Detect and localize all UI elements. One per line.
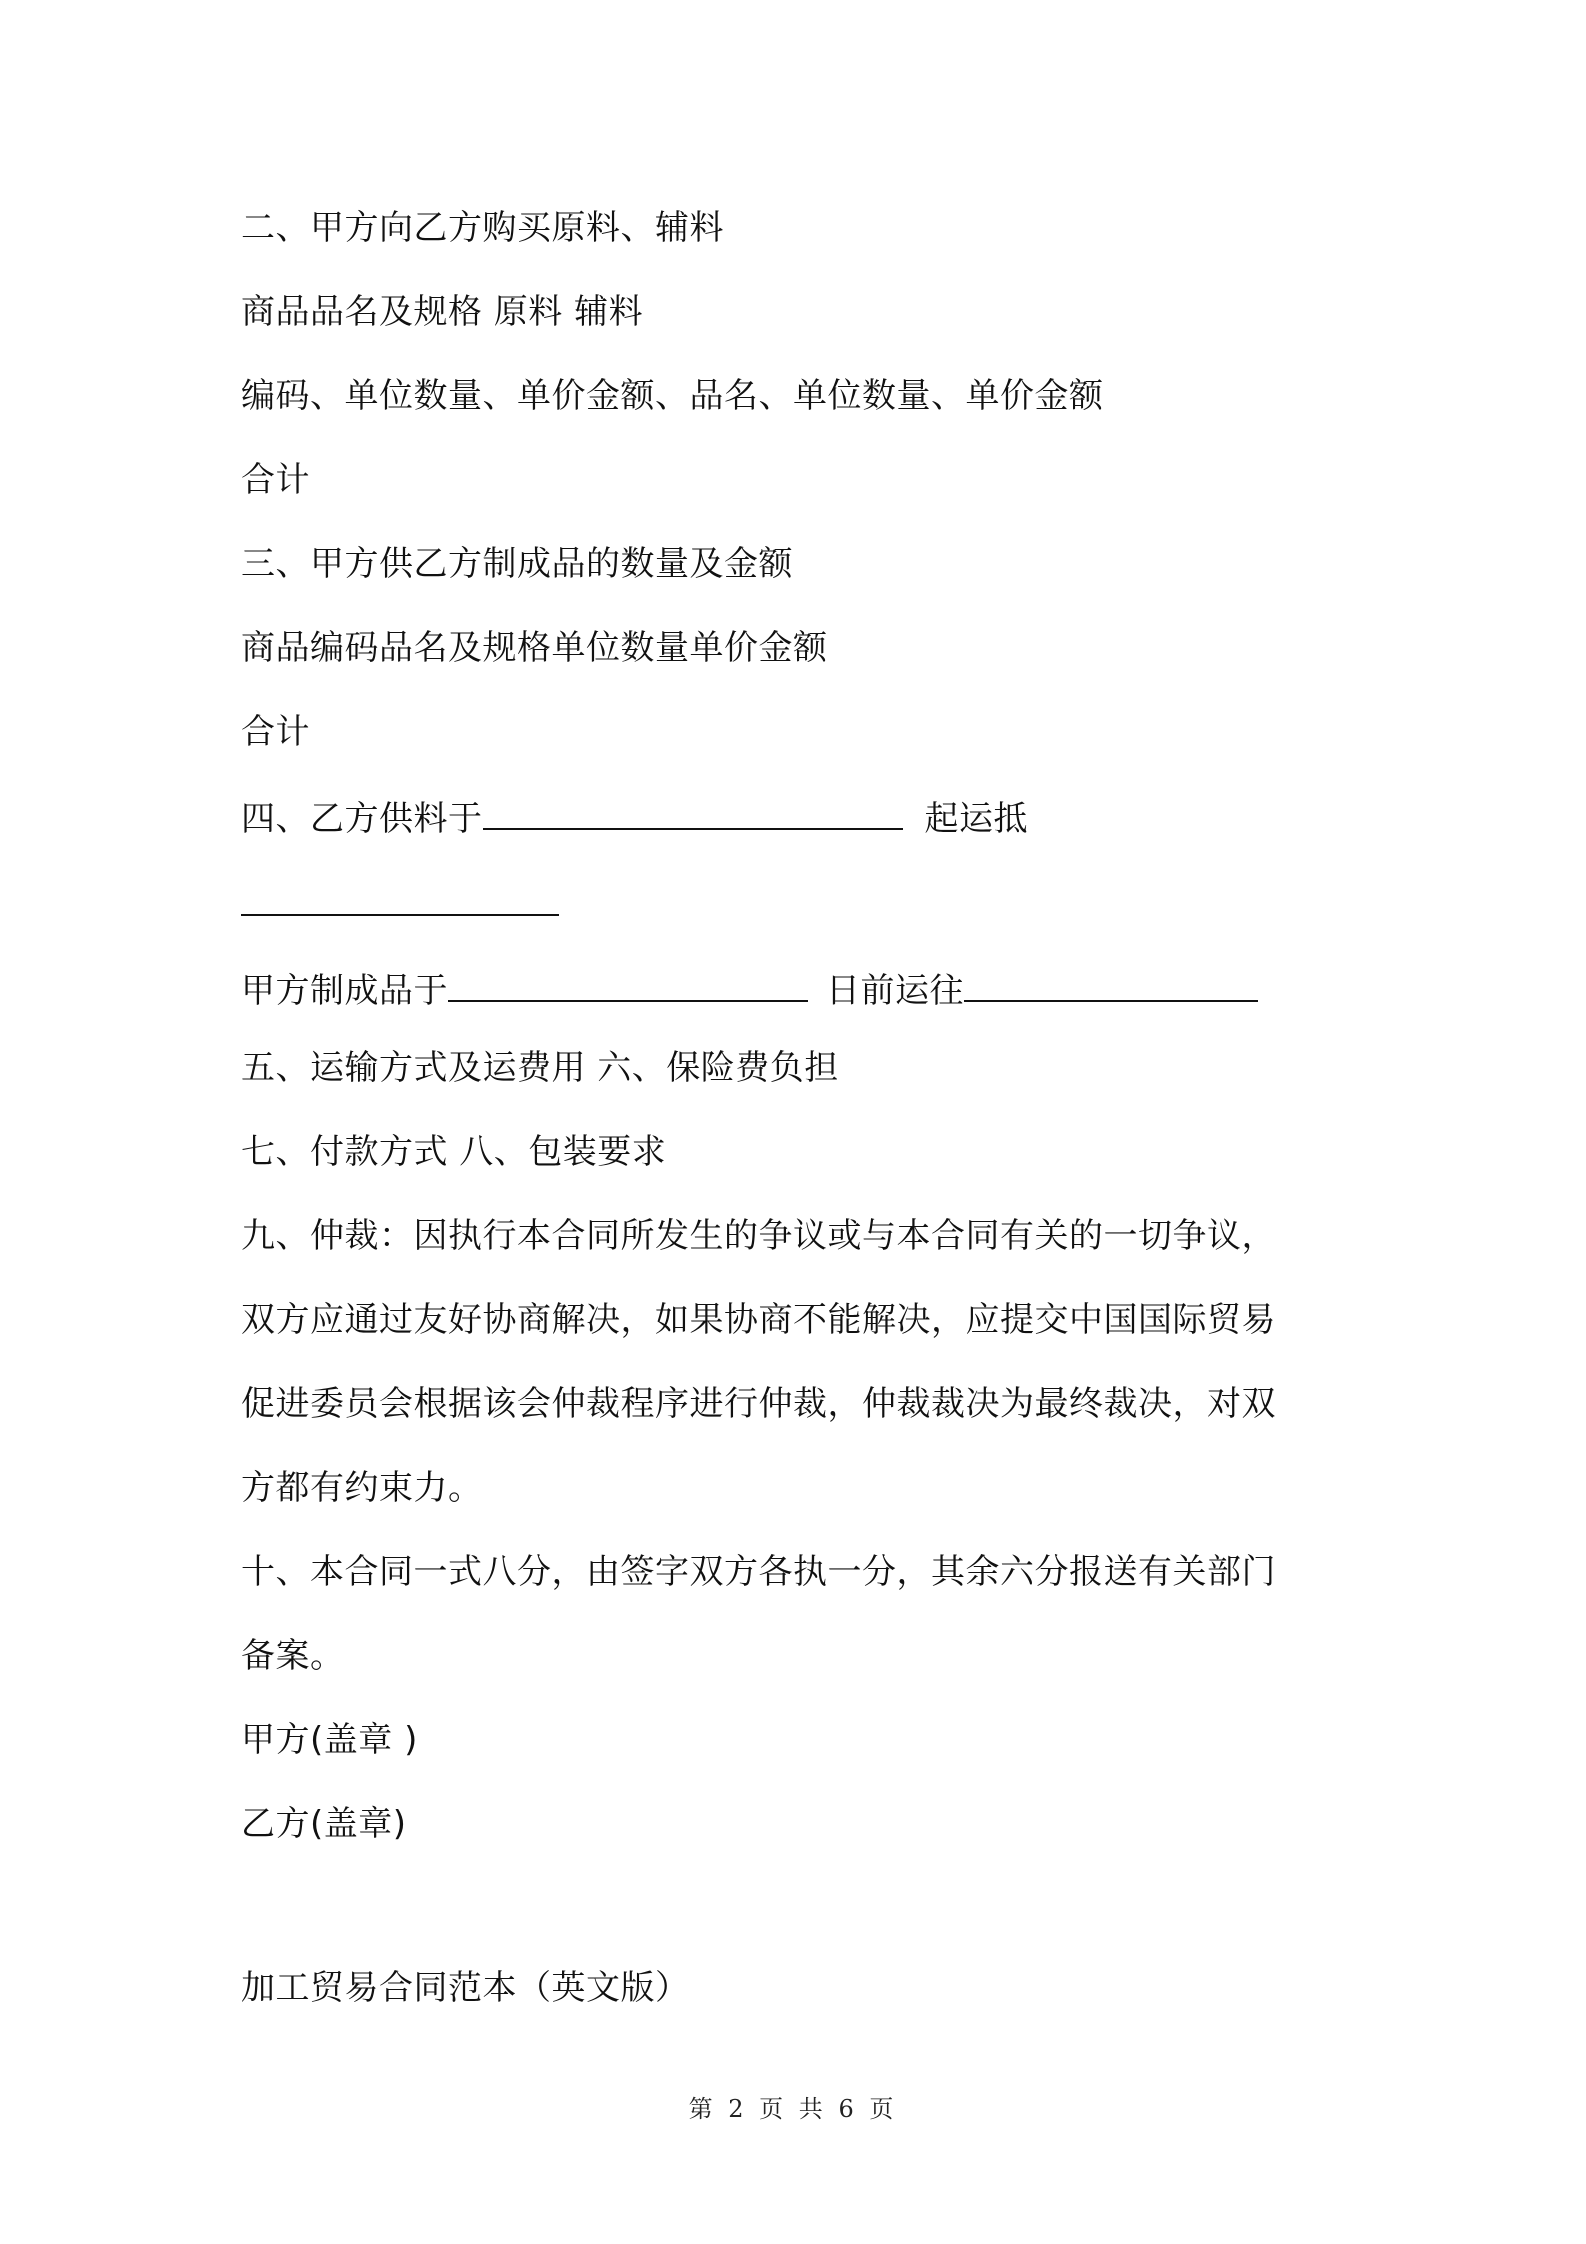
party-b-seal: 乙方(盖章) [241,1804,407,1844]
destination-blank-line [241,878,559,929]
delivery-destination-blank [964,964,1258,1002]
copies-line-2: 备案。 [241,1636,345,1676]
arbitration-line-1: 九、仲裁：因执行本合同所发生的争议或与本合同有关的一切争议， [241,1216,1276,1256]
page-number-footer: 第 2 页 共 6 页 [688,2095,898,2123]
arbitration-line-2: 双方应通过友好协商解决，如果协商不能解决，应提交中国国际贸易 [241,1300,1276,1340]
party-a-seal: 甲方(盖章 ) [241,1720,418,1760]
section-5-6-line: 五、运输方式及运费用 六、保险费负担 [241,1048,839,1088]
delivery-prefix: 甲方制成品于 [241,971,448,1011]
product-columns-line: 商品编码品名及规格单位数量单价金额 [241,628,828,668]
section-4-line [241,792,1028,843]
copies-line-1: 十、本合同一式八分，由签字双方各执一分，其余六分报送有关部门 [241,1552,1276,1592]
delivery-date-blank [448,964,808,1002]
goods-name-spec-line: 商品品名及规格 原料 辅料 [241,292,644,332]
section-2-heading: 二、甲方向乙方购买原料、辅料 [241,208,724,248]
arbitration-line-3: 促进委员会根据该会仲裁程序进行仲裁，仲裁裁决为最终裁决，对双 [241,1384,1276,1424]
section-4-suffix: 起运抵 [924,799,1028,839]
section-4-prefix: 四、乙方供料于 [241,799,483,839]
total-line-2: 合计 [241,712,310,752]
columns-line: 编码、单位数量、单价金额、品名、单位数量、单价金额 [241,376,1104,416]
delivery-middle: 日前运往 [826,971,964,1011]
delivery-line [241,964,1258,1015]
arbitration-line-4: 方都有约束力。 [241,1468,483,1508]
english-version-title: 加工贸易合同范本（英文版） [241,1968,690,2008]
destination-blank [241,878,559,916]
supply-place-blank [483,792,903,830]
total-line-1: 合计 [241,460,310,500]
section-7-8-line: 七、付款方式 八、包装要求 [241,1132,667,1172]
section-3-heading: 三、甲方供乙方制成品的数量及金额 [241,544,793,584]
